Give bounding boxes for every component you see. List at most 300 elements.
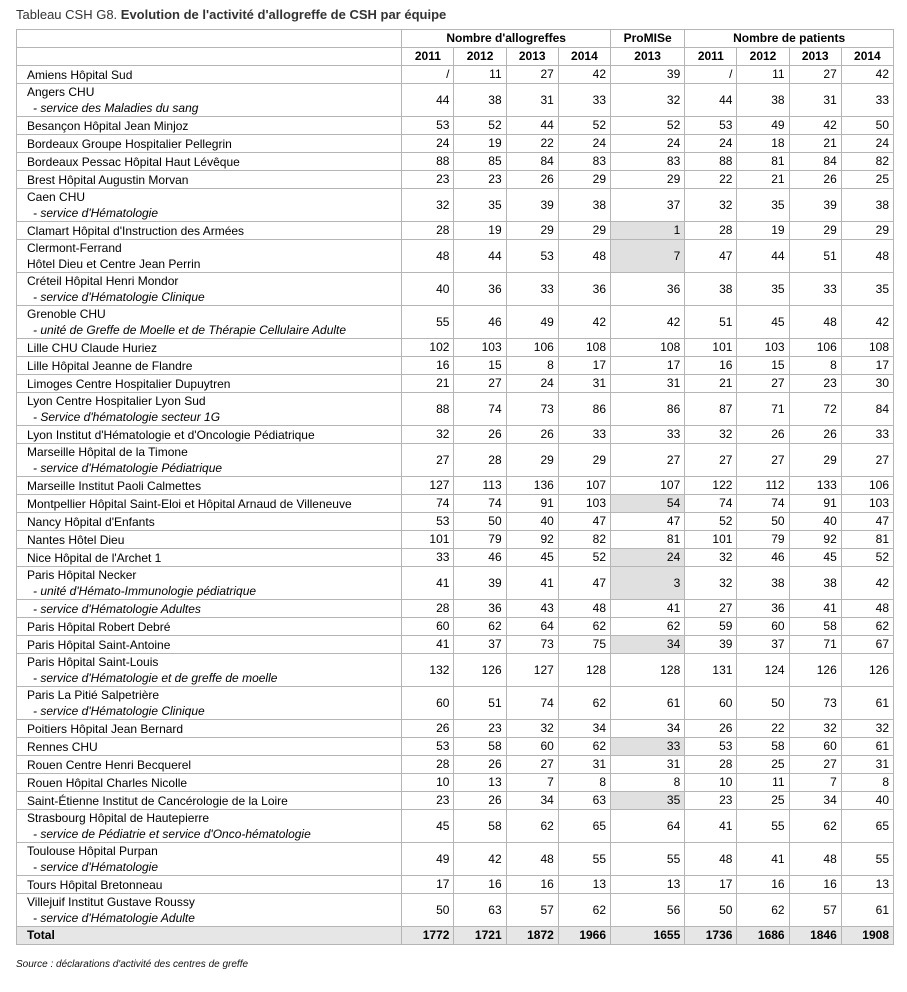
value-cell: 127 xyxy=(506,654,558,687)
value-cell: 55 xyxy=(558,843,610,876)
value-cell: 37 xyxy=(737,636,789,654)
table-row xyxy=(17,720,894,738)
center-name-cell xyxy=(17,738,402,756)
value-cell: 53 xyxy=(506,240,558,273)
value-cell: 21 xyxy=(402,375,454,393)
table-row xyxy=(17,153,894,171)
center-name: Tours Hôpital Bretonneau xyxy=(27,877,163,892)
value-cell: 46 xyxy=(454,549,506,567)
value-cell: 74 xyxy=(402,495,454,513)
value-cell: 53 xyxy=(402,513,454,531)
value-cell: 87 xyxy=(685,393,737,426)
value-cell: 24 xyxy=(841,135,893,153)
value-cell: 38 xyxy=(737,84,789,117)
table-row xyxy=(17,339,894,357)
center-service: - service de Pédiatrie et service d'Onco-hématologie xyxy=(33,827,311,841)
value-cell: 58 xyxy=(789,618,841,636)
value-cell: 36 xyxy=(558,273,610,306)
value-cell: 48 xyxy=(558,240,610,273)
value-cell: 126 xyxy=(841,654,893,687)
promise-cell: 33 xyxy=(611,426,685,444)
value-cell: 81 xyxy=(841,531,893,549)
promise-cell: 83 xyxy=(611,153,685,171)
value-cell: 27 xyxy=(685,600,737,618)
value-cell: 72 xyxy=(789,393,841,426)
value-cell: 33 xyxy=(789,273,841,306)
table-row xyxy=(17,843,894,876)
table-row xyxy=(17,171,894,189)
value-cell: 71 xyxy=(789,636,841,654)
promise-cell: 47 xyxy=(611,513,685,531)
value-cell: 113 xyxy=(454,477,506,495)
value-cell: 62 xyxy=(789,810,841,843)
table-row xyxy=(17,306,894,339)
value-cell: 43 xyxy=(506,600,558,618)
center-name-cell xyxy=(17,426,402,444)
value-cell: 26 xyxy=(506,426,558,444)
value-cell: 28 xyxy=(685,222,737,240)
value-cell: 48 xyxy=(789,843,841,876)
value-cell: 31 xyxy=(558,375,610,393)
value-cell: 7 xyxy=(789,774,841,792)
value-cell: 25 xyxy=(841,171,893,189)
value-cell: 62 xyxy=(558,687,610,720)
value-cell: 28 xyxy=(454,444,506,477)
value-cell: 28 xyxy=(402,756,454,774)
value-cell: 27 xyxy=(454,375,506,393)
center-service: - service d'Hématologie xyxy=(33,860,159,874)
promise-cell: 34 xyxy=(611,720,685,738)
promise-cell: 37 xyxy=(611,189,685,222)
value-cell: 131 xyxy=(685,654,737,687)
value-cell: 16 xyxy=(789,876,841,894)
value-cell: 25 xyxy=(737,792,789,810)
table-row xyxy=(17,117,894,135)
value-cell: 8 xyxy=(506,357,558,375)
value-cell: 75 xyxy=(558,636,610,654)
value-cell: 31 xyxy=(841,756,893,774)
value-cell: 103 xyxy=(841,495,893,513)
value-cell: 136 xyxy=(506,477,558,495)
value-cell: 41 xyxy=(685,810,737,843)
value-cell: 60 xyxy=(506,738,558,756)
value-cell: 28 xyxy=(402,222,454,240)
center-service: - service d'Hématologie Clinique xyxy=(33,290,205,304)
value-cell: 122 xyxy=(685,477,737,495)
promise-cell: 128 xyxy=(611,654,685,687)
value-cell: 26 xyxy=(789,426,841,444)
header-blank-2 xyxy=(17,48,402,66)
promise-cell: 35 xyxy=(611,792,685,810)
value-cell: 24 xyxy=(558,135,610,153)
value-cell: 29 xyxy=(558,222,610,240)
table-row xyxy=(17,876,894,894)
total-label: Total xyxy=(17,927,402,945)
center-name-cell xyxy=(17,444,402,477)
center-name: Montpellier Hôpital Saint-Eloi et Hôpital Arnaud de Villeneuve xyxy=(27,496,352,511)
year-header: 2014 xyxy=(558,48,610,66)
value-cell: 17 xyxy=(685,876,737,894)
value-cell: 65 xyxy=(558,810,610,843)
value-cell: 29 xyxy=(789,222,841,240)
value-cell: 63 xyxy=(454,894,506,927)
value-cell: 8 xyxy=(558,774,610,792)
center-name-cell xyxy=(17,117,402,135)
promise-cell: 8 xyxy=(611,774,685,792)
value-cell: 17 xyxy=(558,357,610,375)
value-cell: 71 xyxy=(737,393,789,426)
table-row xyxy=(17,444,894,477)
value-cell: 59 xyxy=(685,618,737,636)
value-cell: 23 xyxy=(685,792,737,810)
value-cell: 29 xyxy=(558,444,610,477)
value-cell: 44 xyxy=(685,84,737,117)
center-name-cell xyxy=(17,687,402,720)
center-name-cell xyxy=(17,600,402,618)
value-cell: 67 xyxy=(841,636,893,654)
header-patients: Nombre de patients xyxy=(685,30,894,48)
center-service: - service d'Hématologie et de greffe de moelle xyxy=(33,671,278,685)
value-cell: 50 xyxy=(737,513,789,531)
total-cell: 1655 xyxy=(611,927,685,945)
year-header: 2013 xyxy=(506,48,558,66)
value-cell: 107 xyxy=(558,477,610,495)
value-cell: 42 xyxy=(454,843,506,876)
value-cell: 88 xyxy=(402,153,454,171)
center-name-cell xyxy=(17,567,402,600)
value-cell: 26 xyxy=(402,720,454,738)
value-cell: 52 xyxy=(454,117,506,135)
table-row xyxy=(17,600,894,618)
center-name-cell xyxy=(17,618,402,636)
table-row xyxy=(17,135,894,153)
value-cell: 42 xyxy=(558,306,610,339)
total-cell: 1908 xyxy=(841,927,893,945)
value-cell: 39 xyxy=(506,189,558,222)
value-cell: 34 xyxy=(506,792,558,810)
value-cell: 35 xyxy=(454,189,506,222)
promise-cell: 62 xyxy=(611,618,685,636)
value-cell: 48 xyxy=(685,843,737,876)
value-cell: 27 xyxy=(737,444,789,477)
center-name: Nice Hôpital de l'Archet 1 xyxy=(27,550,162,565)
value-cell: 65 xyxy=(841,810,893,843)
value-cell: 86 xyxy=(558,393,610,426)
value-cell: 60 xyxy=(789,738,841,756)
table-row xyxy=(17,357,894,375)
value-cell: 22 xyxy=(737,720,789,738)
value-cell: 27 xyxy=(841,444,893,477)
value-cell: 53 xyxy=(685,738,737,756)
promise-cell: 34 xyxy=(611,636,685,654)
center-name: Grenoble CHU xyxy=(27,307,106,321)
value-cell: 27 xyxy=(506,756,558,774)
value-cell: 32 xyxy=(685,567,737,600)
value-cell: 74 xyxy=(737,495,789,513)
table-row xyxy=(17,738,894,756)
value-cell: 48 xyxy=(841,240,893,273)
promise-cell: 81 xyxy=(611,531,685,549)
value-cell: 19 xyxy=(454,135,506,153)
total-cell: 1966 xyxy=(558,927,610,945)
center-name-cell xyxy=(17,240,402,273)
center-name: Amiens Hôpital Sud xyxy=(27,67,133,82)
value-cell: 32 xyxy=(402,189,454,222)
value-cell: 57 xyxy=(506,894,558,927)
value-cell: 37 xyxy=(454,636,506,654)
value-cell: 85 xyxy=(454,153,506,171)
value-cell: 49 xyxy=(506,306,558,339)
value-cell: 32 xyxy=(685,426,737,444)
center-name-cell xyxy=(17,636,402,654)
table-row xyxy=(17,273,894,306)
value-cell: 35 xyxy=(841,273,893,306)
value-cell: 79 xyxy=(454,531,506,549)
promise-cell: 55 xyxy=(611,843,685,876)
value-cell: 33 xyxy=(558,84,610,117)
value-cell: 33 xyxy=(841,426,893,444)
value-cell: 42 xyxy=(841,306,893,339)
center-name: Brest Hôpital Augustin Morvan xyxy=(27,172,189,187)
center-name: Rouen Centre Henri Becquerel xyxy=(27,757,192,772)
promise-cell: 3 xyxy=(611,567,685,600)
value-cell: 73 xyxy=(506,393,558,426)
value-cell: 34 xyxy=(789,792,841,810)
promise-cell: 17 xyxy=(611,357,685,375)
value-cell: 24 xyxy=(685,135,737,153)
value-cell: 16 xyxy=(737,876,789,894)
table-row xyxy=(17,810,894,843)
value-cell: 21 xyxy=(789,135,841,153)
promise-cell: 33 xyxy=(611,738,685,756)
value-cell: 38 xyxy=(737,567,789,600)
total-cell: 1736 xyxy=(685,927,737,945)
total-cell: 1872 xyxy=(506,927,558,945)
value-cell: 50 xyxy=(402,894,454,927)
value-cell: 50 xyxy=(737,687,789,720)
center-service: - service d'Hématologie Adulte xyxy=(33,911,195,925)
value-cell: 53 xyxy=(402,117,454,135)
table-row xyxy=(17,792,894,810)
promise-cell: 32 xyxy=(611,84,685,117)
value-cell: 33 xyxy=(841,84,893,117)
center-name-cell xyxy=(17,894,402,927)
center-name-cell xyxy=(17,171,402,189)
value-cell: 48 xyxy=(789,306,841,339)
value-cell: 45 xyxy=(789,549,841,567)
center-name-cell xyxy=(17,477,402,495)
value-cell: 82 xyxy=(558,531,610,549)
value-cell: 61 xyxy=(841,894,893,927)
center-name: Paris Hôpital Necker xyxy=(27,568,137,582)
value-cell: 52 xyxy=(558,117,610,135)
table-row xyxy=(17,636,894,654)
center-name-cell xyxy=(17,375,402,393)
center-name-cell xyxy=(17,66,402,84)
value-cell: 44 xyxy=(506,117,558,135)
center-name: Caen CHU xyxy=(27,190,86,204)
center-service: - unité de Greffe de Moelle et de Thérapie Cellulaire Adulte xyxy=(33,323,347,337)
center-name: Nancy Hôpital d'Enfants xyxy=(27,514,155,529)
center-name: Bordeaux Groupe Hospitalier Pellegrin xyxy=(27,136,232,151)
value-cell: 63 xyxy=(558,792,610,810)
value-cell: 101 xyxy=(402,531,454,549)
value-cell: 103 xyxy=(737,339,789,357)
value-cell: 55 xyxy=(402,306,454,339)
value-cell: 23 xyxy=(402,171,454,189)
value-cell: 23 xyxy=(454,720,506,738)
table-row xyxy=(17,84,894,117)
value-cell: 81 xyxy=(737,153,789,171)
center-name-cell xyxy=(17,792,402,810)
center-name: Paris La Pitié Salpetrière xyxy=(27,688,160,702)
value-cell: 62 xyxy=(841,618,893,636)
value-cell: 29 xyxy=(506,222,558,240)
value-cell: 112 xyxy=(737,477,789,495)
table-row xyxy=(17,513,894,531)
value-cell: 62 xyxy=(737,894,789,927)
value-cell: 35 xyxy=(737,189,789,222)
value-cell: 55 xyxy=(841,843,893,876)
year-header: 2013 xyxy=(611,48,685,66)
center-name-cell xyxy=(17,222,402,240)
promise-cell: 107 xyxy=(611,477,685,495)
center-name: Paris Hôpital Robert Debré xyxy=(27,619,171,634)
center-name-cell xyxy=(17,774,402,792)
value-cell: 33 xyxy=(402,549,454,567)
value-cell: 19 xyxy=(454,222,506,240)
value-cell: 126 xyxy=(454,654,506,687)
value-cell: 48 xyxy=(402,240,454,273)
value-cell: 50 xyxy=(454,513,506,531)
center-name: Marseille Hôpital de la Timone xyxy=(27,445,188,459)
value-cell: 19 xyxy=(737,222,789,240)
table-row xyxy=(17,618,894,636)
value-cell: 45 xyxy=(737,306,789,339)
value-cell: 27 xyxy=(737,375,789,393)
center-service: - service d'Hématologie Pédiatrique xyxy=(33,461,223,475)
value-cell: 108 xyxy=(841,339,893,357)
value-cell: 42 xyxy=(789,117,841,135)
value-cell: 53 xyxy=(402,738,454,756)
value-cell: 38 xyxy=(454,84,506,117)
center-name: Rouen Hôpital Charles Nicolle xyxy=(27,775,188,790)
value-cell: 16 xyxy=(506,876,558,894)
value-cell: 27 xyxy=(789,66,841,84)
promise-cell: 39 xyxy=(611,66,685,84)
value-cell: 39 xyxy=(789,189,841,222)
value-cell: 29 xyxy=(789,444,841,477)
value-cell: 103 xyxy=(558,495,610,513)
promise-cell: 86 xyxy=(611,393,685,426)
value-cell: 51 xyxy=(789,240,841,273)
year-header: 2014 xyxy=(841,48,893,66)
value-cell: 32 xyxy=(685,189,737,222)
value-cell: 27 xyxy=(685,444,737,477)
value-cell: 28 xyxy=(685,756,737,774)
total-cell: 1846 xyxy=(789,927,841,945)
value-cell: 11 xyxy=(737,774,789,792)
value-cell: 82 xyxy=(841,153,893,171)
center-name-cell xyxy=(17,843,402,876)
value-cell: 23 xyxy=(454,171,506,189)
center-name-cell xyxy=(17,306,402,339)
value-cell: 47 xyxy=(558,567,610,600)
center-name-cell xyxy=(17,357,402,375)
value-cell: 38 xyxy=(841,189,893,222)
value-cell: 52 xyxy=(841,549,893,567)
value-cell: 23 xyxy=(789,375,841,393)
center-name: Bordeaux Pessac Hôpital Haut Lévêque xyxy=(27,154,240,169)
value-cell: 73 xyxy=(789,687,841,720)
table-row xyxy=(17,375,894,393)
value-cell: 39 xyxy=(454,567,506,600)
center-service: - service des Maladies du sang xyxy=(33,101,199,115)
value-cell: 62 xyxy=(506,810,558,843)
value-cell: 16 xyxy=(454,876,506,894)
value-cell: 27 xyxy=(506,66,558,84)
value-cell: 21 xyxy=(685,375,737,393)
center-name-cell xyxy=(17,876,402,894)
value-cell: 11 xyxy=(737,66,789,84)
value-cell: 41 xyxy=(402,567,454,600)
value-cell: 48 xyxy=(841,600,893,618)
value-cell: 18 xyxy=(737,135,789,153)
table-row xyxy=(17,894,894,927)
value-cell: 36 xyxy=(454,273,506,306)
value-cell: 74 xyxy=(454,393,506,426)
value-cell: 47 xyxy=(685,240,737,273)
value-cell: 92 xyxy=(789,531,841,549)
value-cell: 31 xyxy=(789,84,841,117)
header-allografts: Nombre d'allogreffes xyxy=(402,30,611,48)
center-service: - service d'Hématologie xyxy=(33,206,159,220)
value-cell: 58 xyxy=(454,738,506,756)
value-cell: 62 xyxy=(558,618,610,636)
value-cell: 41 xyxy=(506,567,558,600)
center-name: Saint-Étienne Institut de Cancérologie de la Loire xyxy=(27,793,288,808)
center-name-cell xyxy=(17,84,402,117)
value-cell: 74 xyxy=(454,495,506,513)
value-cell: 84 xyxy=(841,393,893,426)
value-cell: 29 xyxy=(841,222,893,240)
value-cell: 26 xyxy=(685,720,737,738)
promise-cell: 54 xyxy=(611,495,685,513)
value-cell: 38 xyxy=(558,189,610,222)
value-cell: 128 xyxy=(558,654,610,687)
year-header-row xyxy=(17,48,894,66)
value-cell: 36 xyxy=(737,600,789,618)
year-header: 2013 xyxy=(789,48,841,66)
value-cell: 45 xyxy=(402,810,454,843)
value-cell: 46 xyxy=(737,549,789,567)
value-cell: 42 xyxy=(841,567,893,600)
value-cell: 88 xyxy=(402,393,454,426)
value-cell: 52 xyxy=(558,549,610,567)
center-name-cell xyxy=(17,549,402,567)
center-name-cell xyxy=(17,273,402,306)
value-cell: 61 xyxy=(841,738,893,756)
value-cell: 15 xyxy=(737,357,789,375)
center-name: Toulouse Hôpital Purpan xyxy=(27,844,158,858)
promise-cell: 64 xyxy=(611,810,685,843)
year-header: 2012 xyxy=(454,48,506,66)
value-cell: 84 xyxy=(506,153,558,171)
value-cell: 40 xyxy=(789,513,841,531)
value-cell: 16 xyxy=(685,357,737,375)
value-cell: / xyxy=(402,66,454,84)
table-row xyxy=(17,567,894,600)
